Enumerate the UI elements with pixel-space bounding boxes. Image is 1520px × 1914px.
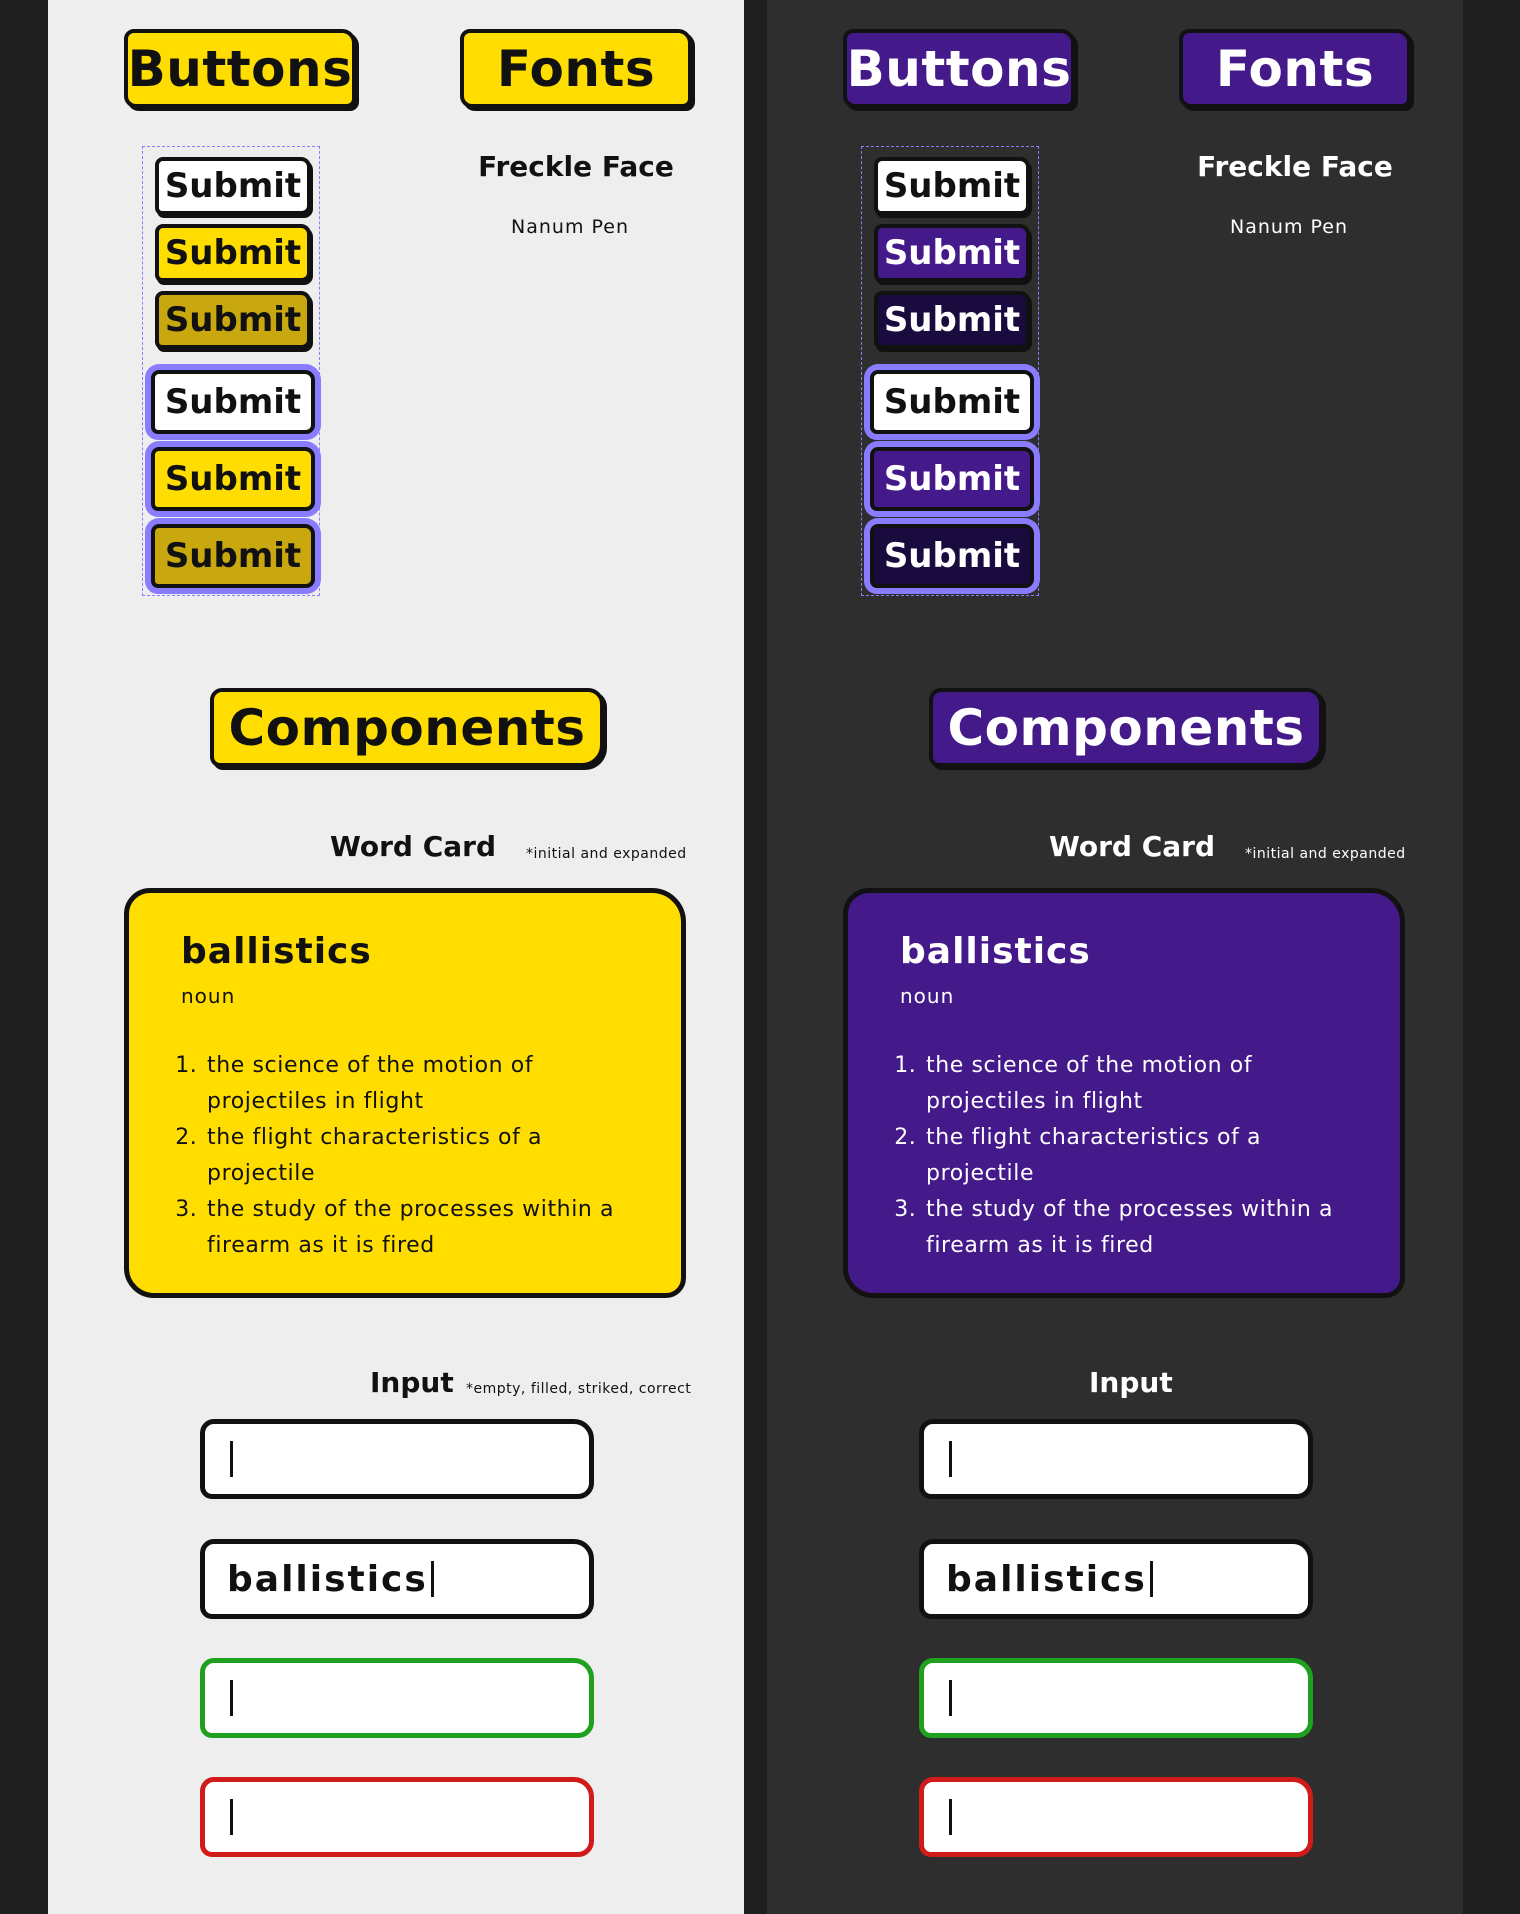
light-theme-panel — [48, 0, 744, 1914]
word-card-note: *initial and expanded — [1245, 846, 1406, 862]
submit-button-default[interactable]: Submit — [155, 157, 311, 215]
submit-button-pressed[interactable]: Submit — [155, 291, 311, 349]
input-label: Input — [1089, 1366, 1173, 1399]
font-primary-name: Freckle Face — [1197, 150, 1393, 183]
input-empty[interactable] — [200, 1419, 594, 1499]
word-card[interactable] — [124, 888, 686, 1298]
word-card-note: *initial and expanded — [526, 846, 687, 862]
text-caret — [949, 1441, 952, 1477]
buttons-heading: Buttons — [124, 29, 356, 108]
font-secondary-name: Nanum Pen — [1230, 216, 1348, 238]
word-card-definitions — [181, 1048, 641, 1264]
text-caret — [230, 1799, 233, 1835]
submit-button-focus-hover[interactable]: Submit — [870, 447, 1034, 511]
input-correct[interactable] — [919, 1658, 1313, 1738]
input-note: *empty, filled, striked, correct — [466, 1381, 692, 1397]
button-variants-group — [861, 146, 1039, 596]
components-heading: Components — [210, 688, 604, 767]
dark-theme-panel — [767, 0, 1463, 1914]
submit-button-focus-pressed[interactable]: Submit — [151, 524, 315, 588]
submit-button-focus-pressed[interactable]: Submit — [870, 524, 1034, 588]
definition-item: 3. the study of the processes within a firearm as it is fired — [924, 1192, 1360, 1264]
definition-item: 1. the science of the motion of projectiles in flight — [205, 1048, 641, 1120]
button-variants-group — [142, 146, 320, 596]
definition-item: 3. the study of the processes within a firearm as it is fired — [205, 1192, 641, 1264]
definition-item: 2. the flight characteristics of a projectile — [205, 1120, 641, 1192]
submit-button-focus-default[interactable]: Submit — [870, 370, 1034, 434]
input-label: Input — [370, 1366, 454, 1399]
input-value: ballistics — [946, 1558, 1147, 1600]
fonts-heading: Fonts — [460, 29, 692, 108]
components-heading: Components — [929, 688, 1323, 767]
buttons-heading: Buttons — [843, 29, 1075, 108]
text-caret — [949, 1799, 952, 1835]
word-card[interactable] — [843, 888, 1405, 1298]
word-card-label: Word Card — [1049, 830, 1216, 863]
word-card-definitions — [900, 1048, 1360, 1264]
input-striked[interactable] — [200, 1777, 594, 1857]
definition-item: 2. the flight characteristics of a projectile — [924, 1120, 1360, 1192]
word-card-word: ballistics — [181, 931, 372, 972]
text-caret — [230, 1680, 233, 1716]
font-primary-name: Freckle Face — [478, 150, 674, 183]
input-filled[interactable] — [200, 1539, 594, 1619]
text-caret — [1150, 1561, 1153, 1597]
word-card-part-of-speech: noun — [181, 984, 236, 1008]
definition-item: 1. the science of the motion of projectiles in flight — [924, 1048, 1360, 1120]
input-value: ballistics — [227, 1558, 428, 1600]
input-striked[interactable] — [919, 1777, 1313, 1857]
input-correct[interactable] — [200, 1658, 594, 1738]
submit-button-pressed[interactable]: Submit — [874, 291, 1030, 349]
submit-button-focus-default[interactable]: Submit — [151, 370, 315, 434]
word-card-part-of-speech: noun — [900, 984, 955, 1008]
font-secondary-name: Nanum Pen — [511, 216, 629, 238]
text-caret — [230, 1441, 233, 1477]
submit-button-hover[interactable]: Submit — [155, 224, 311, 282]
input-empty[interactable] — [919, 1419, 1313, 1499]
submit-button-hover[interactable]: Submit — [874, 224, 1030, 282]
fonts-heading: Fonts — [1179, 29, 1411, 108]
submit-button-default[interactable]: Submit — [874, 157, 1030, 215]
text-caret — [431, 1561, 434, 1597]
word-card-label: Word Card — [330, 830, 497, 863]
submit-button-focus-hover[interactable]: Submit — [151, 447, 315, 511]
text-caret — [949, 1680, 952, 1716]
word-card-word: ballistics — [900, 931, 1091, 972]
input-filled[interactable] — [919, 1539, 1313, 1619]
